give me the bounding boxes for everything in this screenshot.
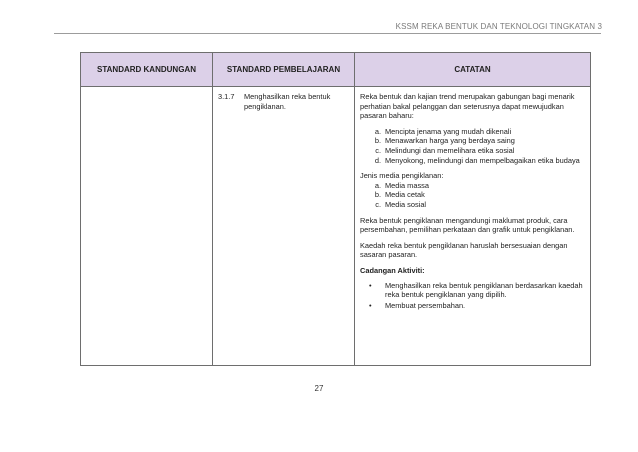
method-paragraph: Kaedah reka bentuk pengiklanan haruslah bersesuaian dengan sasaran pasaran.	[360, 240, 568, 260]
standard-pembelajaran-cell	[213, 87, 355, 366]
bullet-icon: •	[369, 300, 372, 310]
list-item: a. Media massa	[374, 180, 429, 190]
standard-kandungan-text	[81, 87, 212, 92]
column-header-standard-pembelajaran: STANDARD PEMBELAJARAN	[213, 53, 355, 87]
list-item: c. Melindungi dan memelihara etika sosial	[375, 145, 515, 155]
standards-table	[80, 52, 591, 366]
list-item: b. Menawarkan harga yang berdaya saing	[374, 136, 515, 146]
list-item: c. Media sosial	[375, 199, 427, 209]
list-item: d. Menyokong, melindungi dan mempelbagaikan etika budaya	[374, 155, 580, 165]
learning-standard-code: 3.1.7	[218, 92, 235, 101]
catatan-cell	[355, 87, 591, 366]
activity-list	[360, 281, 585, 311]
column-header-catatan: CATATAN	[355, 53, 591, 87]
standard-kandungan-cell	[81, 87, 213, 366]
bullet-icon: •	[369, 280, 372, 290]
intro-list	[360, 127, 585, 165]
catatan-intro: Reka bentuk dan kajian trend merupakan gabungan bagi menarik perhatian bakal pelanggan dan seterusnya dapat mewujudkan pasaran baharu:	[360, 92, 575, 121]
table-header-row	[81, 53, 591, 87]
media-heading: Jenis media pengiklanan:	[360, 171, 444, 181]
list-item: • Menghasilkan reka bentuk pengiklanan berdasarkan kaedah reka bentuk pengiklanan yang dipilih.	[369, 280, 583, 300]
header-rule	[54, 33, 601, 34]
list-item: • Membuat persembahan.	[369, 300, 466, 310]
table-row	[81, 87, 591, 366]
learning-standard-text: Menghasilkan reka bentuk pengiklanan.	[244, 92, 331, 111]
content-paragraph: Reka bentuk pengiklanan mengandungi maklumat produk, cara persembahan, pemilihan perkataan dan grafik untuk pengiklanan.	[360, 215, 575, 235]
learning-standard-item	[218, 92, 349, 111]
list-item: b. Media cetak	[374, 190, 425, 200]
page-number: 27	[314, 384, 324, 393]
media-list	[360, 181, 585, 210]
list-item: a. Mencipta jenama yang mudah dikenali	[374, 126, 512, 136]
running-header: KSSM REKA BENTUK DAN TEKNOLOGI TINGKATAN 3	[395, 22, 602, 31]
activity-heading: Cadangan Aktiviti:	[360, 265, 425, 275]
column-header-standard-kandungan: STANDARD KANDUNGAN	[81, 53, 213, 87]
